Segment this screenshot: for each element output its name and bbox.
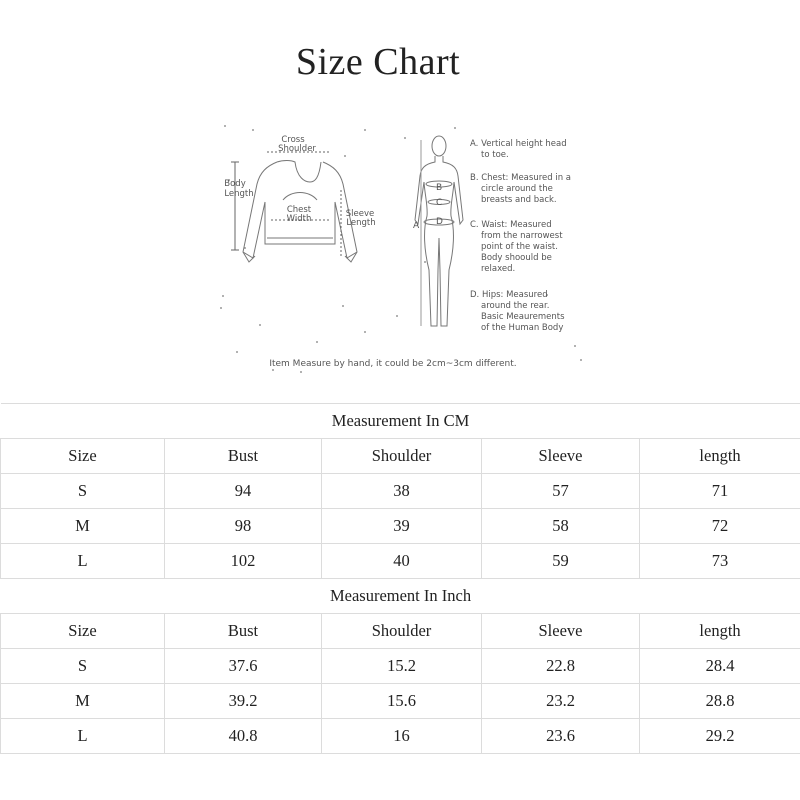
legend-b-1: B. Chest: Measured in a (470, 173, 571, 183)
inch-m-sleeve: 23.2 (482, 684, 640, 719)
cm-s-length: 71 (640, 474, 800, 509)
marker-a: A (413, 221, 420, 231)
cm-s-shoulder: 38 (322, 474, 482, 509)
label-body-length-1: Body (224, 179, 246, 189)
inch-s-bust: 37.6 (165, 649, 322, 684)
table-row (1, 719, 800, 754)
inch-header-bust: Bust (165, 614, 322, 649)
page-title: Size Chart (295, 41, 461, 83)
measurement-legend (470, 139, 571, 333)
cm-m-length: 72 (640, 509, 800, 544)
size-tables (0, 403, 800, 754)
cm-m-shoulder: 39 (322, 509, 482, 544)
label-cross-shoulder-1: Cross (281, 135, 305, 145)
inch-m-shoulder: 15.6 (322, 684, 482, 719)
inch-m-bust: 39.2 (165, 684, 322, 719)
table-row (1, 474, 800, 509)
label-chest-width-2: Width (286, 214, 312, 224)
inch-l-sleeve: 23.6 (482, 719, 640, 754)
inch-l-size: L (1, 719, 165, 754)
cm-caption-row (1, 404, 800, 439)
body-figure-sketch (415, 136, 463, 326)
inch-header-length: length (640, 614, 800, 649)
legend-a-2: to toe. (481, 150, 509, 160)
table-row (1, 509, 800, 544)
marker-c: C (436, 198, 443, 208)
cm-l-shoulder: 40 (322, 544, 482, 579)
legend-b-3: breasts and back. (481, 195, 557, 205)
cm-header-size: Size (1, 439, 165, 474)
legend-d-3: Basic Meaurements (481, 312, 565, 322)
inch-header-shoulder: Shoulder (322, 614, 482, 649)
inch-s-shoulder: 15.2 (322, 649, 482, 684)
cm-header-length: length (640, 439, 800, 474)
inch-m-size: M (1, 684, 165, 719)
legend-c-2: from the narrowest (481, 231, 563, 241)
cm-header-shoulder: Shoulder (322, 439, 482, 474)
cm-l-sleeve: 59 (482, 544, 640, 579)
measure-note: Item Measure by hand, it could be 2cm~3cm different. (269, 359, 517, 369)
cm-s-bust: 94 (165, 474, 322, 509)
inch-caption: Measurement In Inch (1, 579, 800, 614)
measurement-diagram (215, 120, 590, 378)
legend-d-2: around the rear. (481, 301, 550, 311)
cm-caption: Measurement In CM (1, 404, 800, 439)
cm-m-sleeve: 58 (482, 509, 640, 544)
label-sleeve-length-2: Length (346, 218, 376, 228)
legend-b-2: circle around the (481, 184, 553, 194)
legend-d-4: of the Human Body (481, 323, 564, 333)
cm-m-size: M (1, 509, 165, 544)
legend-c-4: Body shoould be (481, 253, 552, 263)
inch-s-sleeve: 22.8 (482, 649, 640, 684)
marker-b: B (436, 183, 443, 193)
cm-l-size: L (1, 544, 165, 579)
cm-l-bust: 102 (165, 544, 322, 579)
inch-s-size: S (1, 649, 165, 684)
label-body-length-2: Length (224, 189, 254, 199)
label-cross-shoulder-2: Shoulder (278, 144, 316, 154)
legend-d-1: D. Hips: Measured (470, 290, 548, 300)
inch-l-bust: 40.8 (165, 719, 322, 754)
cm-m-bust: 98 (165, 509, 322, 544)
label-sleeve-length-1: Sleeve (345, 209, 375, 219)
legend-a-1: A. Vertical height head (470, 139, 567, 149)
cm-s-size: S (1, 474, 165, 509)
cm-header-sleeve: Sleeve (482, 439, 640, 474)
cm-table (0, 403, 800, 754)
cm-l-length: 73 (640, 544, 800, 579)
label-chest-width-1: Chest (286, 205, 312, 215)
table-row (1, 649, 800, 684)
inch-l-length: 29.2 (640, 719, 800, 754)
legend-c-1: C. Waist: Measured (470, 220, 552, 230)
inch-caption-row (1, 579, 800, 614)
table-row (1, 684, 800, 719)
inch-s-length: 28.4 (640, 649, 800, 684)
legend-c-5: relaxed. (481, 264, 516, 274)
cm-s-sleeve: 57 (482, 474, 640, 509)
marker-d: D (436, 217, 443, 227)
cm-header-row (1, 439, 800, 474)
inch-header-size: Size (1, 614, 165, 649)
inch-header-row (1, 614, 800, 649)
table-row (1, 544, 800, 579)
inch-m-length: 28.8 (640, 684, 800, 719)
inch-l-shoulder: 16 (322, 719, 482, 754)
inch-header-sleeve: Sleeve (482, 614, 640, 649)
cm-header-bust: Bust (165, 439, 322, 474)
legend-c-3: point of the waist. (481, 242, 558, 252)
